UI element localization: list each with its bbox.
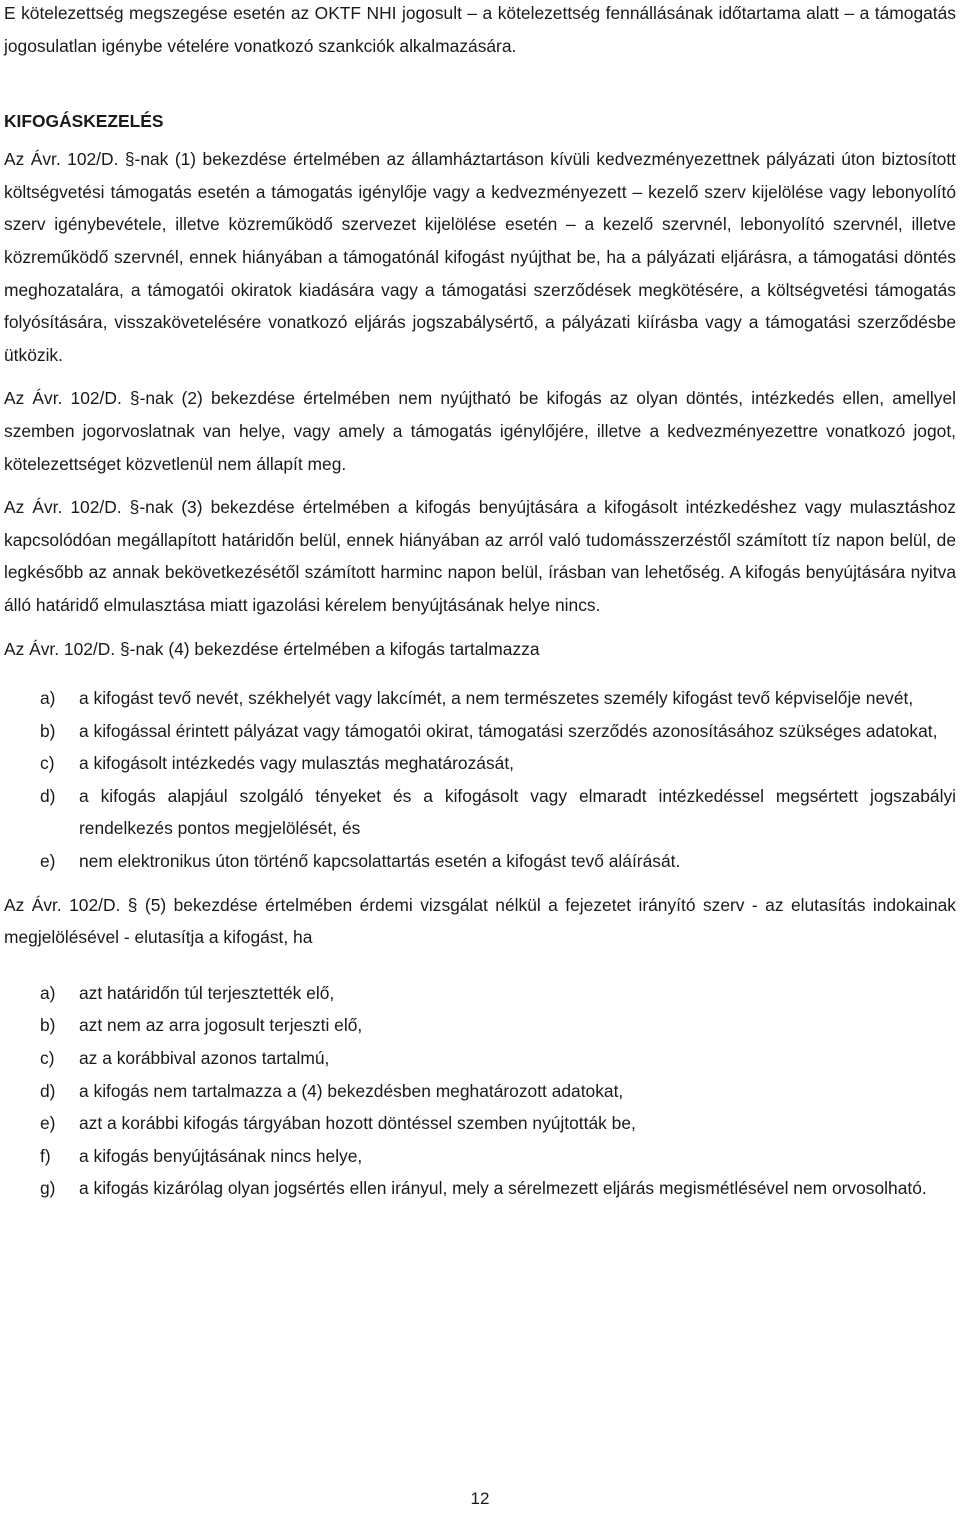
list-item [4,780,956,845]
rejection-reasons-list [4,977,956,1205]
section-heading: KIFOGÁSKEZELÉS [4,111,164,132]
kifogas-content-list [4,682,956,878]
list-item-text: a kifogás benyújtásának nincs helye, [79,1145,363,1166]
list-marker: f) [40,1145,51,1166]
list-marker: g) [40,1178,56,1199]
intro-paragraph: E kötelezettség megszegése esetén az OKTF NHI jogosult – a kötelezettség fennállásának időtartama alatt – a támogatás jogosulatlan igénybe vételére vonatkozó szankciók alkalmazására. [4,3,956,56]
list-item [4,1140,956,1173]
paragraph-2: Az Ávr. 102/D. §-nak (2) bekezdése értelmében nem nyújtható be kifogás az olyan döntés, intézkedés ellen, amellyel szemben jogorvoslatnak van helye, vagy amely a támogatás igénylőjére, illetve a kedvezményezettre vonatkozó jogot, kötelezettséget közvetlenül nem állapít meg. [4,388,956,474]
list-marker: c) [40,1048,55,1069]
list-marker: d) [40,785,56,806]
list-item-text: a kifogás alapjául szolgáló tényeket és a kifogásolt vagy elmaradt intézkedéssel megsértett jogszabályi rendelkezés pontos megjelölését, és [79,785,956,839]
document-page [4,0,956,1205]
list-item-text: azt határidőn túl terjesztették elő, [79,982,335,1003]
list-item-text: a kifogás kizárólag olyan jogsértés ellen irányul, mely a sérelmezett eljárás megismétlésével nem orvosolható. [79,1178,927,1199]
paragraph-1: Az Ávr. 102/D. §-nak (1) bekezdése értelmében az államháztartáson kívüli kedvezményezettnek pályázati úton biztosított költségvetési támogatás esetén a támogatás igénylője vagy a kedvezményezett – kezelő szerv kijelölése vagy lebonyolító szerv igénybevétele, illetve közreműködő szervezet kijelölése esetén – a kezelő szervnél, lebonyolító szervnél, illetve közreműködő szervnél, ennek hiányában a támogatónál kifogást nyújthat be, ha a pályázati eljárásra, a támogatási döntés meghozatalára, a támogatói okiratok kiadására vagy a támogatási szerződések megkötésére, a költségvetési támogatás folyósítására, visszakövetelésére vonatkozó eljárás jogszabálysértő, a pályázati kiírásba vagy a támogatási szerződésbe ütközik. [4,149,956,365]
list-item [4,1042,956,1075]
list-item-text: azt a korábbi kifogás tárgyában hozott döntéssel szemben nyújtották be, [79,1113,636,1134]
list-item [4,682,956,715]
list-marker: a) [40,982,56,1003]
list-marker: b) [40,1015,56,1036]
list-item-text: azt nem az arra jogosult terjeszti elő, [79,1015,363,1036]
list-marker: c) [40,753,55,774]
list-item-text: a kifogásolt intézkedés vagy mulasztás meghatározását, [79,753,514,774]
list-item [4,1009,956,1042]
paragraph-4: Az Ávr. 102/D. §-nak (4) bekezdése értelmében a kifogás tartalmazza [4,638,540,659]
list-item-text: a kifogást tevő nevét, székhelyét vagy lakcímét, a nem természetes személy kifogást tevő képviselője nevét, [79,688,914,709]
list-item-text: a kifogás nem tartalmazza a (4) bekezdésben meghatározott adatokat, [79,1080,624,1101]
list-item-text: a kifogással érintett pályázat vagy támogatói okirat, támogatási szerződés azonosításához szükséges adatokat, [79,720,938,741]
paragraph-5: Az Ávr. 102/D. § (5) bekezdése értelmében érdemi vizsgálat nélkül a fejezetet irányító szerv - az elutasítás indokainak megjelölésével - elutasítja a kifogást, ha [4,894,956,948]
list-item [4,977,956,1010]
paragraph-3: Az Ávr. 102/D. §-nak (3) bekezdése értelmében a kifogás benyújtására a kifogásolt intézkedéshez vagy mulasztáshoz kapcsolódóan megállapított határidőn belül, ennek hiányában az arról való tudomásszerzéstől számított tíz napon belül, de legkésőbb az annak bekövetkezésétől számított harminc napon belül, írásban van lehetőség. A kifogás benyújtására nyitva álló határidő elmulasztása miatt igazolási kérelem benyújtásának helye nincs. [4,497,956,615]
list-marker: a) [40,688,56,709]
list-item-text: az a korábbival azonos tartalmú, [79,1048,330,1069]
list-item [4,1107,956,1140]
list-item [4,715,956,748]
list-item-text: nem elektronikus úton történő kapcsolattartás esetén a kifogást tevő aláírását. [79,851,681,872]
list-marker: e) [40,851,56,872]
list-item [4,1172,956,1205]
page-number: 12 [470,1489,490,1508]
list-marker: b) [40,720,56,741]
list-marker: e) [40,1113,56,1134]
list-item [4,1075,956,1108]
list-item [4,845,956,878]
list-item [4,747,956,780]
list-marker: d) [40,1080,56,1101]
